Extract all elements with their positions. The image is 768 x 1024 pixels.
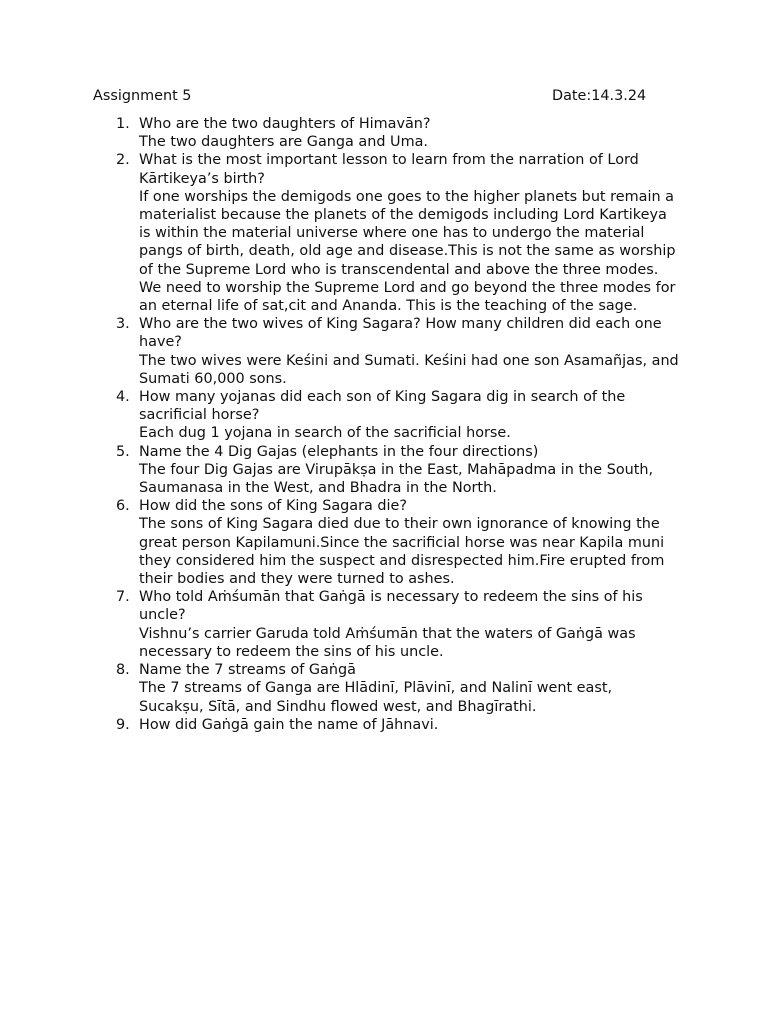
question-item-8 xyxy=(0,661,679,716)
answer-text: The 7 streams of Ganga are Hlādinī, Plāvinī, and Nalinī went east, Sucakṣu, Sītā, and Sindhu flowed west, and Bhagīrathi. xyxy=(139,680,613,715)
question-item-6 xyxy=(0,497,679,588)
answer-text: The sons of King Sagara died due to their own ignorance of knowing the great person Kapilamuni.Since the sacrificial horse was near Kapila muni they considered him the suspect and disrespected him.Fire erupted from their bodies and they were turned to ashes. xyxy=(139,516,665,588)
answer-text: If one worships the demigods one goes to the higher planets but remain a materialist because the planets of the demigods including Lord Kartikeya is within the material universe where one has to undergo the material pangs of birth, death, old age and disease.This is not the same as worship of the Supreme Lord who is transcendental and above the three modes. We need to worship the Supreme Lord and go beyond the three modes for an eternal life of sat,cit and Ananda. This is the teaching of the sage. xyxy=(139,188,676,315)
question-text: How did the sons of King Sagara die? xyxy=(139,498,408,515)
answer-text: The two daughters are Ganga and Uma. xyxy=(139,134,428,151)
question-number: 9. xyxy=(116,716,130,733)
answer-text: Vishnu’s carrier Garuda told Aṁśumān that the waters of Gaṅgā was necessary to redeem the sins of his uncle. xyxy=(139,625,636,660)
question-list xyxy=(0,115,768,734)
answer-text: The two wives were Keśini and Sumati. Keśini had one son Asamañjas, and Sumati 60,000 sons. xyxy=(139,352,679,387)
answer-text: Each dug 1 yojana in search of the sacrificial horse. xyxy=(139,425,511,442)
question-text: Who are the two wives of King Sagara? How many children did each one have? xyxy=(139,316,662,351)
question-text: What is the most important lesson to learn from the narration of Lord Kārtikeya’s birth? xyxy=(139,152,639,187)
question-number: 8. xyxy=(116,662,130,679)
question-item-9 xyxy=(0,716,679,734)
question-number: 4. xyxy=(116,389,130,406)
question-number: 1. xyxy=(116,116,130,132)
question-item-4 xyxy=(0,388,679,443)
question-number: 2. xyxy=(116,152,130,169)
question-number: 6. xyxy=(116,498,130,515)
question-item-2 xyxy=(0,151,679,315)
question-item-7 xyxy=(0,588,679,661)
question-text: Name the 7 streams of Gaṅgā xyxy=(139,662,356,679)
question-number: 5. xyxy=(116,443,130,460)
question-text: Name the 4 Dig Gajas (elephants in the four directions) xyxy=(139,443,539,460)
assignment-date: Date:14.3.24 xyxy=(552,88,647,104)
question-item-3 xyxy=(0,315,679,388)
question-item-5 xyxy=(0,443,679,498)
question-text: Who told Aṁśumān that Gaṅgā is necessary to redeem the sins of his uncle? xyxy=(139,589,643,624)
question-number: 7. xyxy=(116,589,130,606)
question-number: 3. xyxy=(116,316,130,333)
question-item-1 xyxy=(0,115,679,151)
assignment-title: Assignment 5 xyxy=(93,88,192,104)
question-text: Who are the two daughters of Himavān? xyxy=(139,116,431,132)
question-text: How many yojanas did each son of King Sagara dig in search of the sacrificial horse? xyxy=(139,389,626,424)
question-text: How did Gaṅgā gain the name of Jāhnavi. xyxy=(139,716,439,733)
answer-text: The four Dig Gajas are Virupākṣa in the East, Mahāpadma in the South, Saumanasa in the West, and Bhadra in the North. xyxy=(139,461,654,497)
